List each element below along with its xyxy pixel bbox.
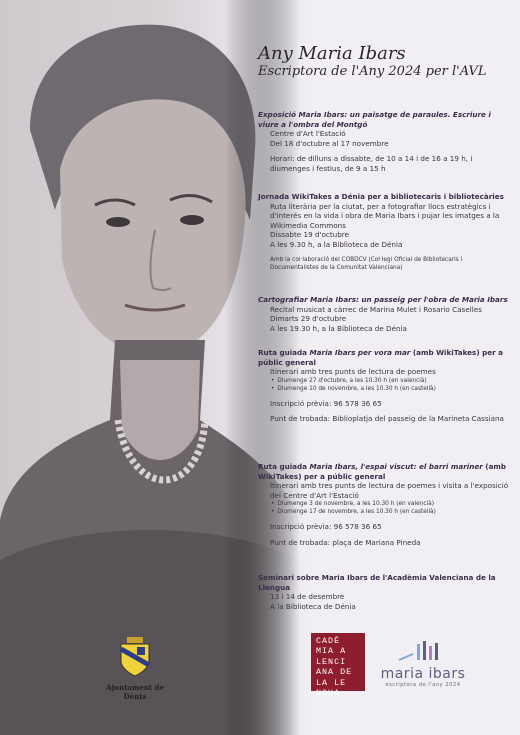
meeting-point: Punt de trobada: plaça de Mariana Pineda bbox=[270, 537, 421, 547]
ajuntament-denia-logo bbox=[100, 637, 170, 701]
page-title bbox=[258, 44, 508, 80]
signup: Inscripció prèvia: 96 578 36 65 bbox=[270, 522, 382, 532]
list-item: • Diumenge 10 de novembre, a les 10.30 h (en castellà) bbox=[258, 385, 510, 393]
list-item: • Diumenge 27 d'octubre, a les 10.30 h (en valencià) bbox=[258, 377, 510, 385]
place: A la Biblioteca de Dénia bbox=[270, 601, 356, 611]
section-heading: Exposició Maria Ibars: un paisatge de paraules. Escriure i viure a l'ombra del Montgó bbox=[258, 110, 491, 129]
section-exposicio bbox=[258, 110, 510, 174]
section-ruta-barri-mariner bbox=[258, 462, 510, 548]
maria-ibars-subtitle: escriptora de l'any 2024 bbox=[385, 682, 461, 688]
ajuntament-caption: Ajuntament de Dénia bbox=[106, 683, 164, 701]
section-wikitakes bbox=[258, 192, 510, 272]
section-heading: Seminari sobre Maria Ibars de l'Acadèmia Valenciana de la Llengua bbox=[258, 573, 496, 592]
date: Dissabte 19 d'octubre bbox=[270, 230, 349, 240]
place: Centre d'Art l'Estació bbox=[270, 129, 346, 139]
dates: Del 18 d'octubre al 17 novembre bbox=[270, 138, 389, 148]
description: Itinerari amb tres punts de lectura de poemes bbox=[270, 367, 436, 377]
bars-icon bbox=[393, 640, 453, 662]
section-heading: Ruta guiada Maria Ibars, l'espai viscut: el barri mariner (amb WikiTakes) per a públic general bbox=[258, 462, 507, 481]
title-line1: Any Maria Ibars bbox=[258, 43, 406, 64]
section-ruta-vora-mar bbox=[258, 348, 510, 424]
section-heading: Cartografiar Maria Ibars: un passeig per l'obra de Maria Ibars bbox=[258, 295, 508, 304]
title-line2: Escriptora de l'Any 2024 per l'AVL bbox=[258, 64, 487, 79]
coat-of-arms-icon bbox=[118, 637, 152, 677]
list-item: • Diumenge 3 de novembre, a les 10.30 h (en valencià) bbox=[258, 500, 510, 508]
dates: 13 i 14 de desembre bbox=[270, 592, 345, 602]
avl-logo: CADÈ MIA A LENCI ANA DE LA LE NGUA bbox=[311, 633, 365, 691]
section-seminari bbox=[258, 573, 510, 611]
date: Dimarts 29 d'octubre bbox=[270, 314, 347, 324]
description: Recital musicat a càrrec de Marina Mulet i Rosario Caselles bbox=[270, 304, 482, 314]
collaboration-note: Amb la col·laboració del COBDCV (Col·legi Oficial de Bibliotecaris i Documentalistes de la Comunitat Valenciana) bbox=[270, 256, 463, 271]
signup: Inscripció prèvia: 96 578 36 65 bbox=[270, 398, 382, 408]
maria-ibars-name: maria ibars bbox=[380, 666, 466, 682]
description: Ruta literària per la ciutat, per a fotografiar llocs estratègics i d'interés en la vida i obra de Maria Ibars i pujar les imatges a la Wikimedia Commons bbox=[270, 201, 500, 230]
list-item: • Diumenge 17 de novembre, a les 10.30 h (en castellà) bbox=[258, 508, 510, 516]
section-heading: Ruta guiada Maria Ibars per vora mar (amb WikiTakes) per a públic general bbox=[258, 348, 504, 367]
hours: Horari: de dilluns a dissabte, de 10 a 14 i de 16 a 19 h, i diumenges i festius, de 9 a 15 h bbox=[270, 154, 473, 173]
time: A les 9.30 h, a la Biblioteca de Dénia bbox=[270, 239, 403, 249]
section-heading: Jornada WikiTakes a Dénia per a bibliotecaris i bibliotecàries bbox=[258, 192, 504, 201]
description: Itinerari amb tres punts de lectura de poemes i visita a l'exposició del Centre d'Art l'Estació bbox=[270, 481, 509, 500]
section-cartografiar bbox=[258, 295, 510, 333]
maria-ibars-logo bbox=[368, 640, 478, 688]
time: A les 19.30 h, a la Biblioteca de Dénia bbox=[270, 323, 407, 333]
meeting-point: Punt de trobada: Biblioplatja del passeig de la Marineta Cassiana bbox=[270, 414, 504, 424]
